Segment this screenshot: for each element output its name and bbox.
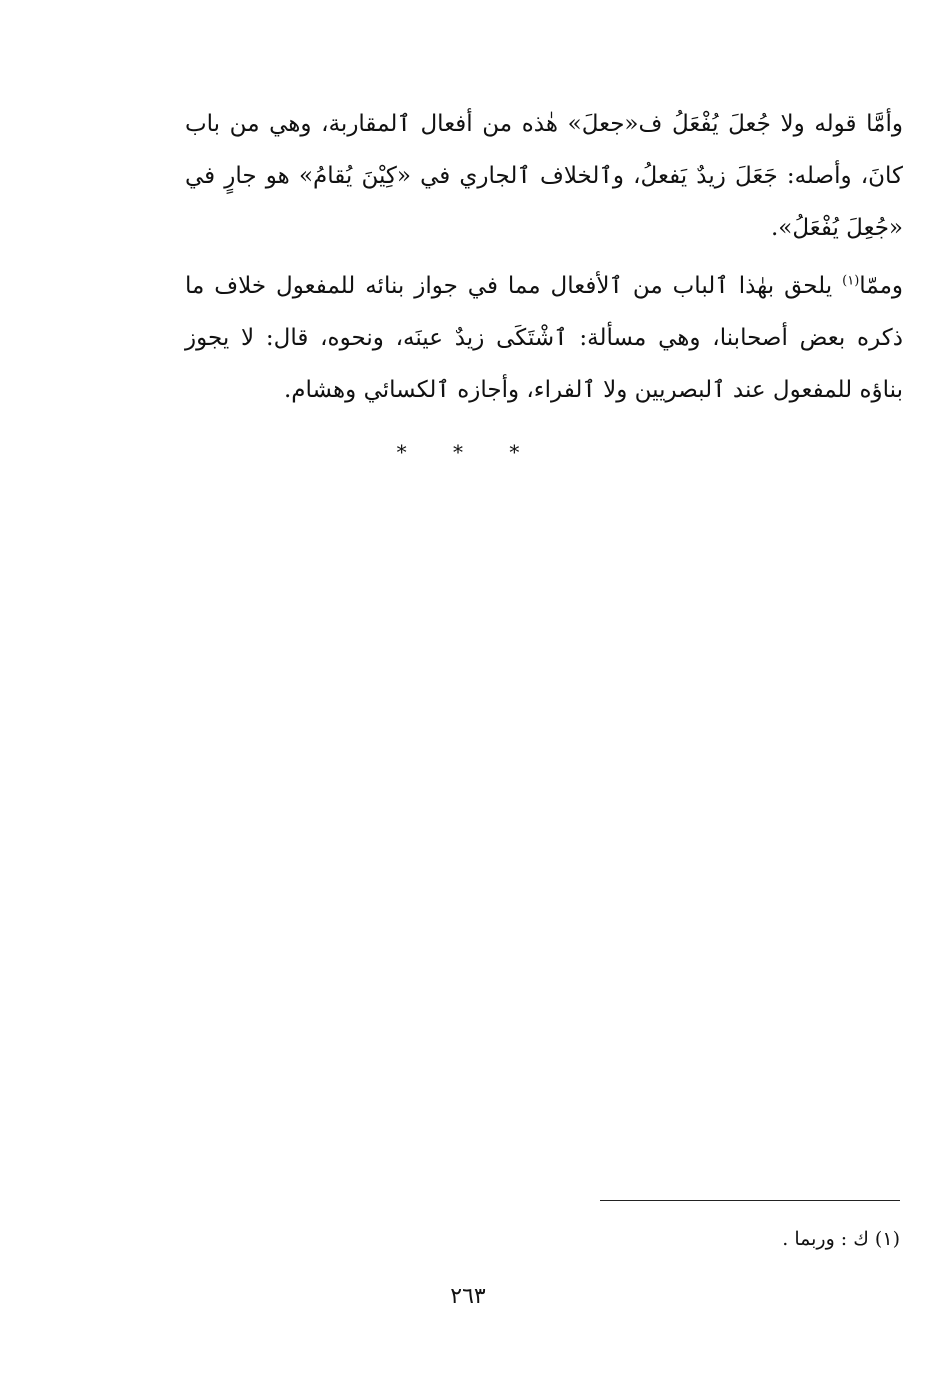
paragraph-2-rest: يلحق بهٰذا ٱلباب من ٱلأفعال مما في جواز بنائه للمفعول خلاف ما ذكره بعض أصحابنا، وهي مسألة: ٱشْتَكَى زيدٌ عينَه، ونحوه، قال: لا يجوز بناؤه للمفعول عند ٱلبصريين ولا ٱلفراء، وأجازه ٱلكسائي وهشام. (185, 273, 903, 403)
section-separator: * * * (396, 440, 540, 464)
footnote: (١) ك : وربما . (782, 1228, 900, 1250)
page-number: ٢٦٣ (450, 1284, 486, 1309)
paragraph-2 (185, 260, 903, 416)
main-text-block (185, 98, 903, 416)
paragraph-1: وأمَّا قوله ولا جُعلَ يُفْعَلُ ف«جعلَ» هٰذه من أفعال ٱلمقاربة، وهي من باب كانَ، وأصله: جَعَلَ زيدٌ يَفعلُ، وٱلخلاف ٱلجاري في «كِيْنَ يُقامُ» هو جارٍ في «جُعِلَ يُفْعَلُ». (185, 111, 903, 241)
footnote-divider (600, 1200, 900, 1201)
footnote-reference: (١) (842, 273, 860, 289)
paragraph-2-opening: وممّا (859, 273, 903, 299)
